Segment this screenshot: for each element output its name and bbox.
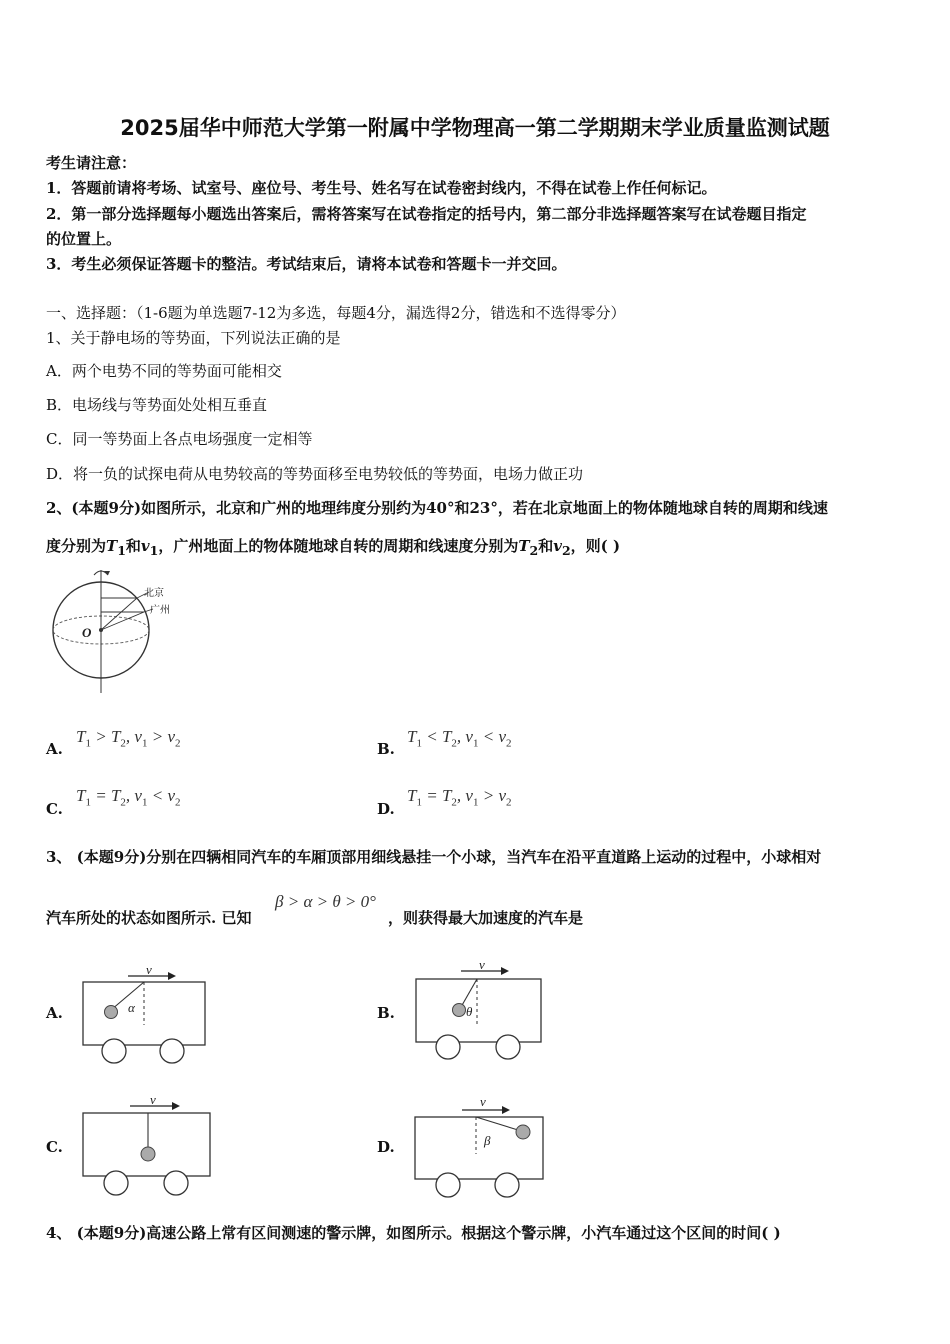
car-c-velocity-label: v xyxy=(150,1092,156,1107)
notice-item-1: 1．答题前请将考场、试室号、座位号、考生号、姓名写在试卷密封线内，不得在试卷上作任何标记。 xyxy=(46,179,717,197)
q2-b-v: v xyxy=(465,727,473,746)
q2-d-t: T xyxy=(407,786,417,805)
q2-symbol-v2-sub: 2 xyxy=(561,543,571,558)
car-d-angle-label: β xyxy=(484,1133,491,1148)
q2-d-t-sub: 1 xyxy=(416,796,422,809)
q2-b-t-sub: 1 xyxy=(416,737,422,750)
car-c-ball xyxy=(141,1147,155,1161)
guangzhou-radius xyxy=(101,612,144,630)
q2-option-b-letter: B. xyxy=(377,740,395,758)
car-a-ball xyxy=(105,1006,118,1019)
globe-center-dot xyxy=(99,628,103,632)
q2-c-op1: = xyxy=(90,786,111,805)
car-c-body xyxy=(83,1113,210,1176)
q3-angle-formula: β > α > θ > 0° xyxy=(275,892,376,911)
notice-item-2-line-2: 的位置上。 xyxy=(46,230,122,248)
q2-option-c-letter: C. xyxy=(46,800,63,818)
section-heading: 一、选择题：（1-6题为单选题7-12为多选，每题4分，漏选得2分，错选和不选得零分） xyxy=(46,304,626,322)
q2-c-sep: , xyxy=(125,786,135,805)
label-center-o: O xyxy=(82,625,92,640)
q2-b-v2: v xyxy=(498,727,506,746)
q2-d-op1: = xyxy=(421,786,442,805)
label-beijing: 北京 xyxy=(144,588,164,599)
q2-symbol-t1-sub: 1 xyxy=(117,543,126,558)
car-a-velocity-arrowhead xyxy=(168,972,176,980)
q2-c-t2: T xyxy=(110,786,121,805)
car-a-wheel-left xyxy=(102,1039,126,1063)
q2-a-t-sub: 1 xyxy=(85,737,91,750)
q2-a-t2: T xyxy=(110,727,121,746)
q2-option-b-formula xyxy=(407,727,512,749)
notice-item-2-line-1: 2．第一部分选择题每小题选出答案后，需将答案写在试卷指定的括号内，第二部分非选择题答案写在试卷题目指定 xyxy=(46,205,807,223)
q2-b-v-sub: 1 xyxy=(472,737,479,750)
car-d-velocity-label: v xyxy=(480,1094,486,1109)
q2-a-op1: > xyxy=(90,727,111,746)
q3-option-b-letter: B. xyxy=(377,1004,395,1022)
car-d-ball xyxy=(516,1125,530,1139)
q2-c-t2-sub: 2 xyxy=(120,796,126,809)
q3-stem-line-2b: ，则获得最大加速度的汽车是 xyxy=(388,909,584,927)
q1-option-a: A．两个电势不同的等势面可能相交 xyxy=(46,362,282,380)
car-b-body xyxy=(416,979,541,1042)
q2-b-sep: , xyxy=(456,727,466,746)
car-a-velocity-label: v xyxy=(146,962,152,977)
q2-d-v-sub: 1 xyxy=(472,796,479,809)
q1-option-d: D．将一负的试探电荷从电势较高的等势面移至电势较低的等势面，电场力做正功 xyxy=(46,465,584,483)
label-guangzhou: 广州 xyxy=(150,605,170,616)
q2-symbol-v1-sub: 1 xyxy=(149,543,159,558)
q2-d-t2-sub: 2 xyxy=(451,796,457,809)
q3-option-a-letter: A. xyxy=(46,1004,63,1022)
q3-option-d-letter: D. xyxy=(377,1138,395,1156)
q2-a-v2: v xyxy=(167,727,175,746)
q3-car-b-figure xyxy=(413,955,545,1065)
q3-stem-line-2a: 汽车所处的状态如图所示. 已知 xyxy=(46,909,252,927)
q2-symbol-v2: v xyxy=(553,537,562,555)
car-d-wheel-right xyxy=(495,1173,519,1197)
q3-option-c-letter: C. xyxy=(46,1138,63,1156)
q2-d-sep: , xyxy=(456,786,466,805)
notice-heading: 考生请注意： xyxy=(46,154,137,172)
q2-stem-line-1: 2、(本题9分)如图所示，北京和广州的地理纬度分别约为40°和23°，若在北京地面上的物体随地球自转的周期和线速 xyxy=(46,499,828,517)
car-a-angle-label: α xyxy=(128,1000,135,1015)
q2-stem-line-2 xyxy=(46,535,620,558)
car-b-ball xyxy=(453,1004,466,1017)
q3-car-a-figure xyxy=(80,960,210,1065)
q2-symbol-t2-sub: 2 xyxy=(529,543,539,558)
q2-option-a-letter: A. xyxy=(46,740,63,758)
q2-option-d-letter: D. xyxy=(377,800,395,818)
q2-option-c-formula xyxy=(76,786,181,808)
q2-a-t: T xyxy=(76,727,86,746)
q2-a-v-sub: 1 xyxy=(141,737,148,750)
q2-b-t2-sub: 2 xyxy=(451,737,457,750)
q2-stem-text-c: ，则( ) xyxy=(570,537,621,555)
car-b-wheel-left xyxy=(436,1035,460,1059)
q2-stem-text-b: ，广州地面上的物体随地球自转的周期和线速度分别为 xyxy=(158,537,519,555)
q3-car-c-figure xyxy=(80,1090,215,1200)
q2-and-2: 和 xyxy=(538,537,554,555)
q2-c-v-sub: 1 xyxy=(141,796,148,809)
q2-d-v: v xyxy=(465,786,473,805)
q2-symbol-t2: T xyxy=(518,537,530,555)
q2-b-t: T xyxy=(407,727,417,746)
q2-a-sep: , xyxy=(125,727,135,746)
q2-and-1: 和 xyxy=(125,537,141,555)
car-d-velocity-arrowhead xyxy=(502,1106,510,1114)
q2-b-t2: T xyxy=(441,727,452,746)
page-title: 2025届华中师范大学第一附属中学物理高一第二学期期末学业质量监测试题 xyxy=(120,116,830,140)
q2-a-v2-sub: 2 xyxy=(175,737,181,750)
car-b-velocity-arrowhead xyxy=(501,967,509,975)
q2-b-v2-sub: 2 xyxy=(506,737,512,750)
car-c-wheel-left xyxy=(104,1171,128,1195)
q2-a-t2-sub: 2 xyxy=(120,737,126,750)
q2-option-a-formula xyxy=(76,727,181,749)
q2-globe-figure xyxy=(44,565,184,695)
q2-d-op2: > xyxy=(478,786,499,805)
q2-d-v2: v xyxy=(498,786,506,805)
car-d-wheel-left xyxy=(436,1173,460,1197)
q4-stem: 4、 (本题9分)高速公路上常有区间测速的警示牌，如图所示。根据这个警示牌，小汽车通过这个区间的时间( ) xyxy=(46,1224,781,1242)
q3-car-d-figure xyxy=(412,1092,548,1202)
q1-option-b: B．电场线与等势面处处相互垂直 xyxy=(46,396,268,414)
q2-c-v: v xyxy=(134,786,142,805)
q3-stem-line-1: 3、 (本题9分)分别在四辆相同汽车的车厢顶部用细线悬挂一个小球，当汽车在沿平直道路上运动的过程中，小球相对 xyxy=(46,848,822,866)
q2-c-t: T xyxy=(76,786,86,805)
q1-option-c: C．同一等势面上各点电场强度一定相等 xyxy=(46,430,313,448)
q2-c-v2-sub: 2 xyxy=(175,796,181,809)
q2-b-op1: < xyxy=(421,727,442,746)
q2-option-d-formula xyxy=(407,786,512,808)
car-c-wheel-right xyxy=(164,1171,188,1195)
q2-c-t-sub: 1 xyxy=(85,796,91,809)
beijing-radius xyxy=(101,598,137,630)
q2-c-op2: < xyxy=(147,786,168,805)
car-b-angle-label: θ xyxy=(466,1004,473,1019)
q2-b-op2: < xyxy=(478,727,499,746)
q2-d-v2-sub: 2 xyxy=(506,796,512,809)
car-a-wheel-right xyxy=(160,1039,184,1063)
q2-symbol-v1: v xyxy=(140,537,150,555)
q2-d-t2: T xyxy=(441,786,452,805)
car-b-velocity-label: v xyxy=(479,957,485,972)
car-b-wheel-right xyxy=(496,1035,520,1059)
q1-stem: 1、关于静电场的等势面，下列说法正确的是 xyxy=(46,329,341,347)
q2-stem-text-a: 度分别为 xyxy=(46,537,107,555)
q2-a-v: v xyxy=(134,727,142,746)
car-c-velocity-arrowhead xyxy=(172,1102,180,1110)
q2-symbol-t1: T xyxy=(106,537,118,555)
notice-item-3: 3．考生必须保证答题卡的整洁。考试结束后，请将本试卷和答题卡一并交回。 xyxy=(46,255,567,273)
q2-c-v2: v xyxy=(167,786,175,805)
q2-a-op2: > xyxy=(147,727,168,746)
